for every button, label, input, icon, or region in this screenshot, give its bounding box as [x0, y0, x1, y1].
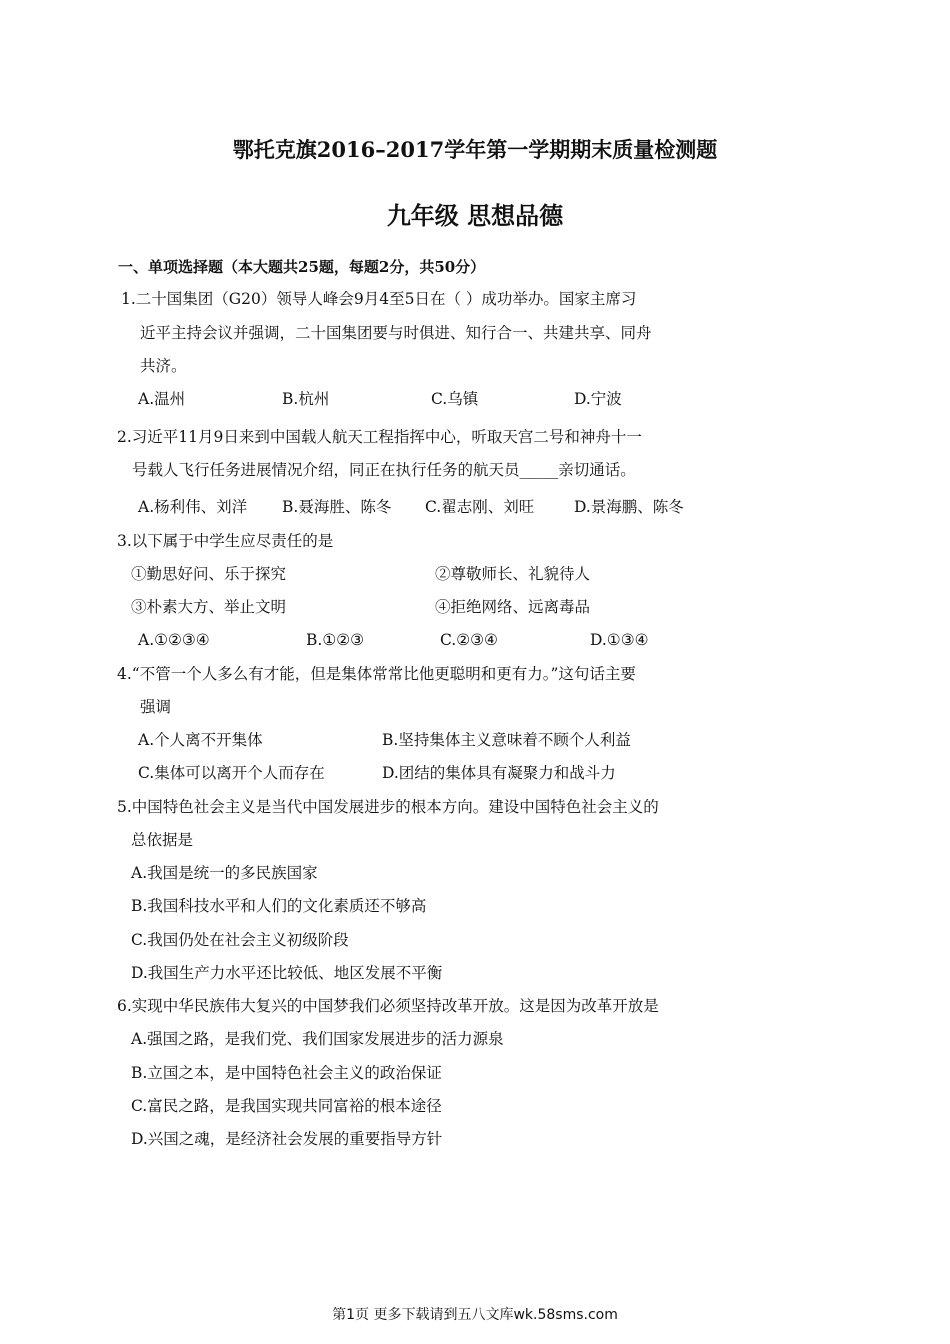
question-text: 近平主持会议并强调，二十国集团要与时俱进、知行合一、共建共享、同舟 [140, 324, 652, 342]
statement-item: ④拒绝网络、远离毒品 [435, 598, 591, 616]
option-c: C.我国仍处在社会主义初级阶段 [131, 931, 349, 949]
question-text: 强调 [140, 698, 172, 716]
option-d: D.①③④ [590, 631, 649, 649]
question-text: 4.“不管一个人多么有才能，但是集体常常比他更聪明和更有力。”这句话主要 [117, 665, 636, 683]
option-c: C.②③④ [440, 631, 498, 649]
question-text: 共济。 [140, 357, 187, 375]
statement-item: ②尊敬师长、礼貌待人 [435, 565, 591, 583]
option-c: C.乌镇 [431, 390, 479, 408]
option-d: D.我国生产力水平还比较低、地区发展不平衡 [131, 964, 443, 982]
option-d: D.宁波 [574, 390, 622, 408]
question-text: 3.以下属于中学生应尽责任的是 [117, 532, 334, 550]
option-d: D.景海鹏、陈冬 [574, 498, 684, 516]
option-a: A.杨利伟、刘洋 [138, 498, 248, 516]
option-a: A.温州 [138, 390, 186, 408]
section-heading: 一、单项选择题（本大题共25题，每题2分，共50分） [118, 258, 486, 276]
question-text: 5.中国特色社会主义是当代中国发展进步的根本方向。建设中国特色社会主义的 [117, 798, 659, 816]
option-b: B.立国之本，是中国特色社会主义的政治保证 [131, 1064, 442, 1082]
exam-subtitle: 九年级 思想品德 [386, 201, 564, 230]
option-c: C.富民之路，是我国实现共同富裕的根本途径 [131, 1097, 442, 1115]
exam-title: 鄂托克旗2016–2017学年第一学期期末质量检测题 [232, 137, 718, 162]
question-text: 6.实现中华民族伟大复兴的中国梦我们必须坚持改革开放。这是因为改革开放是 [117, 997, 659, 1015]
option-b: B.杭州 [282, 390, 330, 408]
option-b: B.聂海胜、陈冬 [282, 498, 392, 516]
option-a: A.①②③④ [138, 631, 210, 649]
statement-item: ③朴素大方、举止文明 [131, 598, 287, 616]
option-d: D.团结的集体具有凝聚力和战斗力 [382, 764, 616, 782]
question-text: 总依据是 [131, 831, 194, 849]
question-text: 2.习近平11月9日来到中国载人航天工程指挥中心，听取天宫二号和神舟十一 [117, 428, 642, 446]
option-b: B.①②③ [306, 631, 365, 649]
page-footer: 第1页 更多下载请到五八文库wk.58sms.com [332, 1307, 618, 1323]
option-a: A.强国之路，是我们党、我们国家发展进步的活力源泉 [131, 1030, 504, 1048]
statement-item: ①勤思好问、乐于探究 [131, 565, 287, 583]
question-text: 号载人飞行任务进展情况介绍，同正在执行任务的航天员_____亲切通话。 [132, 461, 636, 479]
option-c: C.集体可以离开个人而存在 [138, 764, 325, 782]
option-a: A.我国是统一的多民族国家 [131, 864, 318, 882]
option-a: A.个人离不开集体 [138, 731, 263, 749]
option-c: C.翟志刚、刘旺 [425, 498, 535, 516]
option-b: B.我国科技水平和人们的文化素质还不够高 [131, 897, 427, 915]
question-text: 1.二十国集团（G20）领导人峰会9月4至5日在（ ）成功举办。国家主席习 [121, 290, 637, 308]
option-b: B.坚持集体主义意味着不顾个人利益 [382, 731, 631, 749]
option-d: D.兴国之魂，是经济社会发展的重要指导方针 [131, 1130, 443, 1148]
